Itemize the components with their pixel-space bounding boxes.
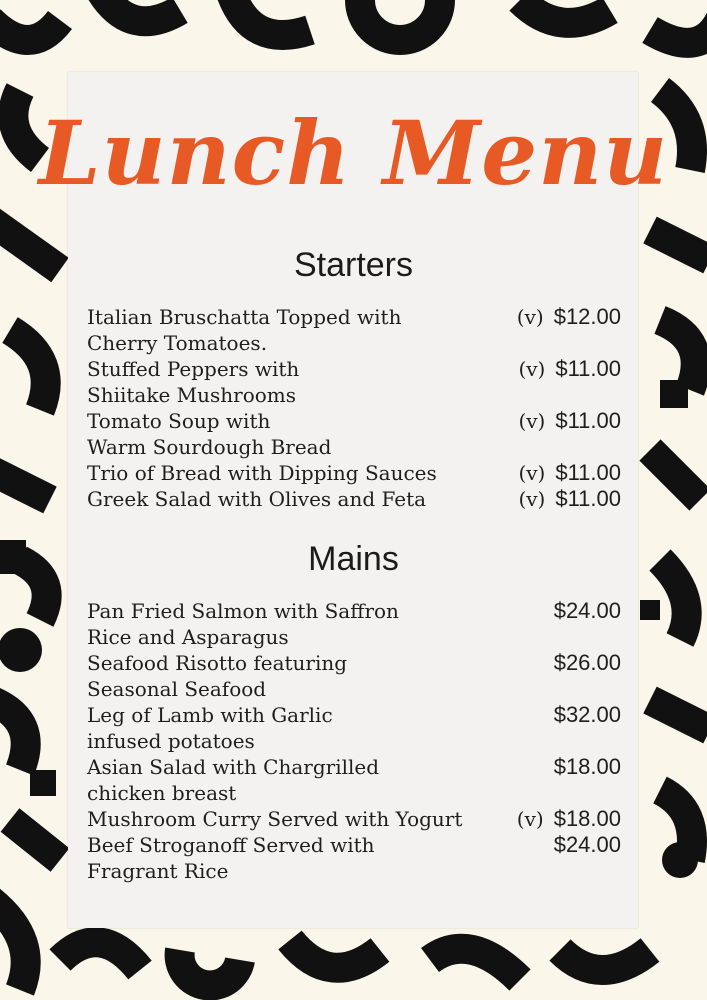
menu-item-name: Tomato Soup with Warm Sourdough Bread: [87, 409, 332, 459]
menu-item-right: [518, 408, 621, 434]
menu-item-right: [554, 650, 621, 676]
menu-item: [87, 304, 621, 356]
starters-list: [87, 304, 621, 512]
menu-item-name: Stuffed Peppers with Shiitake Mushrooms: [87, 357, 300, 407]
menu-item-price: $11.00: [555, 408, 621, 433]
menu-item-name: Trio of Bread with Dipping Sauces: [87, 461, 437, 485]
menu-item-name: Leg of Lamb with Garlic infused potatoes: [87, 703, 333, 753]
vegetarian-badge: (v): [516, 807, 544, 831]
menu-item: [87, 650, 621, 702]
menu-item: [87, 754, 621, 806]
menu-item-price: $26.00: [553, 650, 621, 675]
menu-item-name: Beef Stroganoff Served with Fragrant Rice: [87, 833, 375, 883]
menu-item-price: $11.00: [555, 486, 621, 511]
vegetarian-badge: (v): [516, 305, 544, 329]
menu-item-right: [554, 754, 621, 780]
mains-list: [87, 598, 621, 884]
menu-item: [87, 598, 621, 650]
section-title-starters: Starters: [293, 246, 414, 284]
menu-item-right: [518, 356, 621, 382]
menu-item-right: [554, 832, 621, 858]
menu-item-name: Greek Salad with Olives and Feta: [87, 487, 427, 511]
menu-item-name: Asian Salad with Chargrilled chicken breast: [87, 755, 380, 805]
menu-item: [87, 806, 621, 832]
menu-item-price: $18.00: [553, 806, 621, 831]
menu-item-price: $18.00: [553, 754, 621, 779]
menu-item-price: $32.00: [553, 702, 621, 727]
menu-item-price: $24.00: [553, 598, 621, 623]
menu-item-right: [554, 702, 621, 728]
menu-item-name: Pan Fried Salmon with Saffron Rice and Asparagus: [87, 599, 399, 649]
menu-item-right: [518, 460, 621, 486]
menu-item-price: $24.00: [553, 832, 621, 857]
menu-item-right: [554, 598, 621, 624]
menu-item-right: [518, 486, 621, 512]
menu-item: [87, 356, 621, 408]
section-title-mains: Mains: [308, 540, 399, 578]
menu-item-name: Seafood Risotto featuring Seasonal Seafood: [87, 651, 348, 701]
menu-item-price: $12.00: [553, 304, 621, 329]
menu-item: [87, 832, 621, 884]
vegetarian-badge: (v): [518, 487, 546, 511]
vegetarian-badge: (v): [518, 357, 546, 381]
menu-item-price: $11.00: [555, 460, 621, 485]
menu-title: Lunch Menu: [38, 101, 669, 205]
menu-item-price: $11.00: [555, 356, 621, 381]
vegetarian-badge: (v): [518, 461, 546, 485]
menu-item: [87, 486, 621, 512]
menu-item-right: [517, 304, 621, 330]
menu-item: [87, 408, 621, 460]
menu-item: [87, 460, 621, 486]
menu-item-name: Italian Bruschatta Topped with Cherry Tomatoes.: [87, 305, 402, 355]
vegetarian-badge: (v): [518, 409, 546, 433]
menu-item-right: [517, 806, 621, 832]
menu-item: [87, 702, 621, 754]
menu-item-name: Mushroom Curry Served with Yogurt: [87, 807, 463, 831]
